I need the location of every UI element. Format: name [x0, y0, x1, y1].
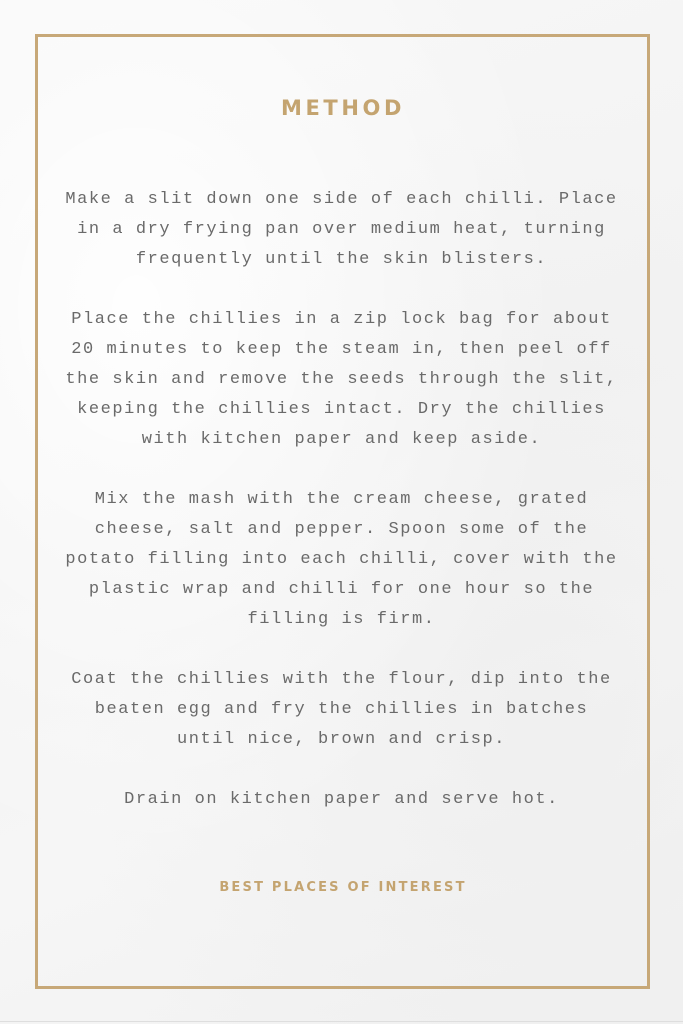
step-line: with kitchen paper and keep aside.: [141, 430, 542, 449]
brand-footer: BEST PLACES OF INTEREST: [219, 880, 467, 895]
step-line: in a dry frying pan over medium heat, turning: [77, 220, 606, 239]
step-line: 20 minutes to keep the steam in, then peel off: [71, 340, 612, 359]
step-line: beaten egg and fry the chillies in batches: [94, 700, 589, 719]
step-line: Make a slit down one side of each chilli. Place: [65, 190, 618, 209]
step-line: cheese, salt and pepper. Spoon some of the: [94, 520, 589, 539]
step-line: Coat the chillies with the flour, dip into the: [71, 670, 612, 689]
step-line: potato filling into each chilli, cover with the: [65, 550, 618, 569]
method-step-3: [0, 485, 683, 635]
step-line: plastic wrap and chilli for one hour so the: [88, 580, 595, 599]
method-step-5: [0, 785, 683, 815]
step-line: frequently until the skin blisters.: [135, 250, 548, 269]
step-line: keeping the chillies intact. Dry the chillies: [77, 400, 606, 419]
method-step-4: [0, 665, 683, 755]
method-title: METHOD: [280, 96, 406, 120]
method-steps-list: [0, 185, 683, 845]
method-step-2: [0, 305, 683, 455]
step-line: the skin and remove the seeds through the slit,: [65, 370, 618, 389]
step-line: Drain on kitchen paper and serve hot.: [124, 790, 559, 809]
bottom-divider: [0, 1021, 683, 1022]
step-line: until nice, brown and crisp.: [176, 730, 507, 749]
step-line: Place the chillies in a zip lock bag for about: [71, 310, 612, 329]
step-line: filling is firm.: [247, 610, 436, 629]
method-step-1: [0, 185, 683, 275]
step-line: Mix the mash with the cream cheese, grated: [94, 490, 589, 509]
